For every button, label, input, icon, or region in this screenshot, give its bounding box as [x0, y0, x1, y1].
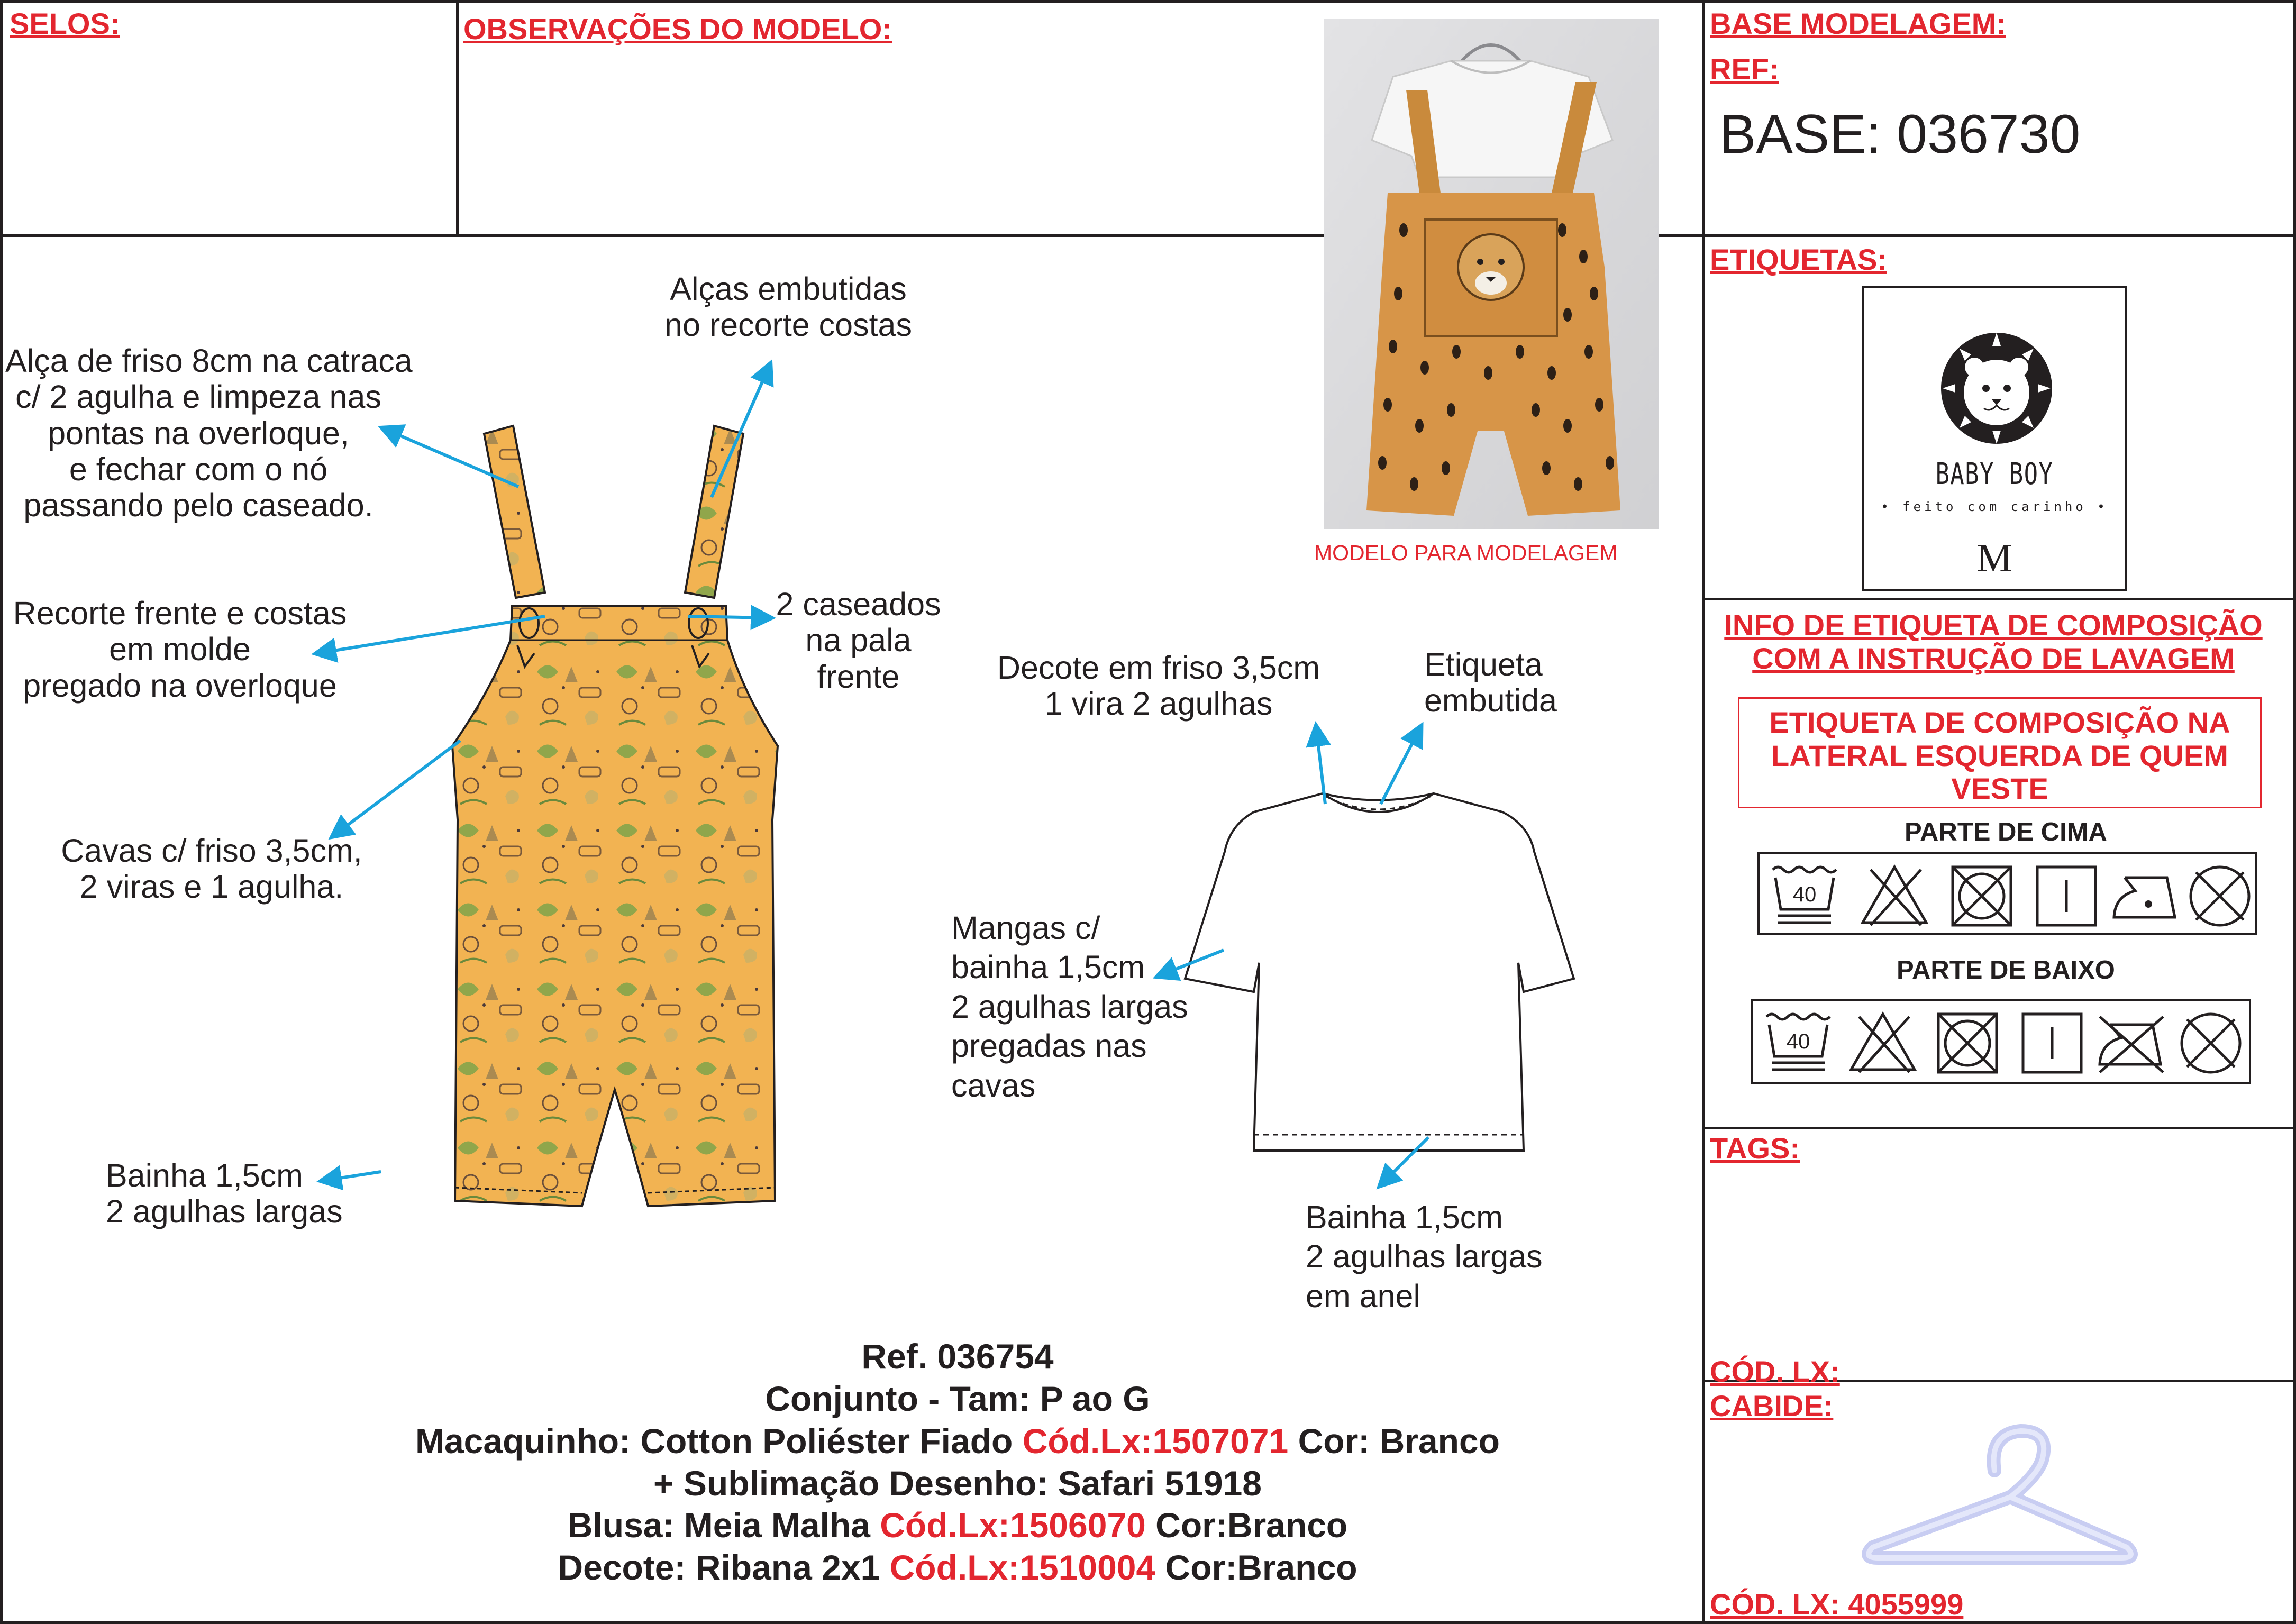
tags-cod-lx: CÓD. LX:	[1710, 1355, 1840, 1388]
svg-text:40: 40	[1792, 883, 1817, 906]
observacoes-header: OBSERVAÇÕES DO MODELO:	[463, 12, 892, 45]
cabide-cod-lx: CÓD. LX: 4055999	[1710, 1587, 1964, 1621]
arrow-etiqueta	[1381, 727, 1420, 804]
note-mangas: Mangas c/ bainha 1,5cm 2 agulhas largas pregadas nas cavas	[951, 910, 1188, 1103]
ref-sublimacao: + Sublimação Desenho: Safari 51918	[653, 1463, 1262, 1503]
ref-blusa: Blusa: Meia Malha Cód.Lx:1506070 Cor:Branco	[567, 1506, 1348, 1545]
no-bleach-icon	[1846, 1009, 1920, 1078]
line-dry-icon	[2018, 1009, 2087, 1078]
arrow-caseados	[688, 616, 770, 618]
brand-label	[1862, 286, 2127, 591]
note-cavas: Cavas c/ friso 3,5cm, 2 viras e 1 agulha.	[61, 833, 362, 905]
cabide-header: CABIDE:	[1710, 1389, 1834, 1422]
care-bottom-title: PARTE DE BAIXO	[1897, 956, 2115, 984]
sidebar-row-3	[1702, 1127, 2296, 1129]
ref-header: REF:	[1710, 52, 1779, 86]
wash-40-icon	[1764, 1009, 1833, 1078]
iron-low-icon	[2109, 867, 2183, 925]
base-ref: BASE: 036730	[1719, 104, 2081, 165]
note-etiqueta: Etiqueta embutida	[1424, 646, 1557, 719]
no-dry-clean-icon	[2176, 1009, 2245, 1078]
ref-macaquinho: Macaquinho: Cotton Poliéster Fiado Cód.Lx:1507071 Cor: Branco	[415, 1421, 1500, 1461]
note-alcas-embutidas: Alças embutidas no recorte costas	[664, 271, 912, 343]
care-symbols-bottom	[1751, 999, 2251, 1084]
brand-tagline: • feito com carinho •	[1881, 499, 2108, 514]
no-iron-icon	[2094, 1009, 2169, 1078]
photo-caption: MODELO PARA MODELAGEM	[1314, 541, 1618, 565]
note-bainha-macaquinho: Bainha 1,5cm 2 agulhas largas	[106, 1157, 343, 1230]
svg-text:40: 40	[1786, 1030, 1810, 1053]
sidebar-row-1	[1702, 234, 2296, 237]
note-alca-friso: Alça de friso 8cm na catraca c/ 2 agulha e limpeza nas pontas na overloque, e fechar com o nó passando pelo caseado.	[5, 343, 413, 524]
etiquetas-header: ETIQUETAS:	[1710, 243, 1887, 276]
ref-decote: Decote: Ribana 2x1 Cód.Lx:1510004 Cor:Branco	[558, 1548, 1357, 1587]
wash-40-icon	[1770, 862, 1839, 930]
no-dry-clean-icon	[2185, 862, 2254, 930]
reference-block	[201, 1336, 1714, 1589]
line-dry-icon	[2032, 862, 2101, 930]
arrow-alca-friso	[384, 428, 518, 487]
note-caseados: 2 caseados na pala frente	[776, 586, 941, 695]
note-recorte: Recorte frente e costas em molde pregado na overloque	[13, 595, 347, 704]
tags-header: TAGS:	[1710, 1132, 1800, 1165]
care-top-title: PARTE DE CIMA	[1905, 818, 2107, 846]
composition-note: ETIQUETA DE COMPOSIÇÃO NA LATERAL ESQUERDA DE QUEM VESTE	[1738, 697, 2262, 808]
brand-name: BABY BOY	[1935, 457, 2054, 491]
info-title: INFO DE ETIQUETA DE COMPOSIÇÃO COM A INSTRUÇÃO DE LAVAGEM	[1724, 608, 2263, 676]
note-decote: Decote em friso 3,5cm 1 vira 2 agulhas	[997, 650, 1320, 722]
care-symbols-top	[1757, 852, 2257, 935]
no-bleach-icon	[1857, 862, 1931, 930]
lion-logo-icon	[1938, 330, 2055, 446]
no-tumble-dry-icon	[1933, 1009, 2002, 1078]
base-modelagem-header: BASE MODELAGEM:	[1710, 7, 2006, 40]
ref-number: Ref. 036754	[861, 1337, 1054, 1376]
label-size: M	[1976, 536, 2012, 580]
no-tumble-dry-icon	[1947, 862, 2016, 930]
arrow-cavas	[333, 741, 460, 836]
arrow-alcas-embutidas	[712, 365, 770, 497]
arrow-bainha-blusa	[1381, 1137, 1428, 1185]
sidebar-row-2	[1702, 598, 2296, 600]
hanger-icon	[1852, 1407, 2148, 1582]
selos-header: SELOS:	[10, 7, 120, 40]
arrow-decote	[1316, 727, 1325, 804]
ref-conjunto: Conjunto - Tam: P ao G	[765, 1379, 1150, 1418]
note-bainha-blusa: Bainha 1,5cm 2 agulhas largas em anel	[1306, 1199, 1543, 1314]
